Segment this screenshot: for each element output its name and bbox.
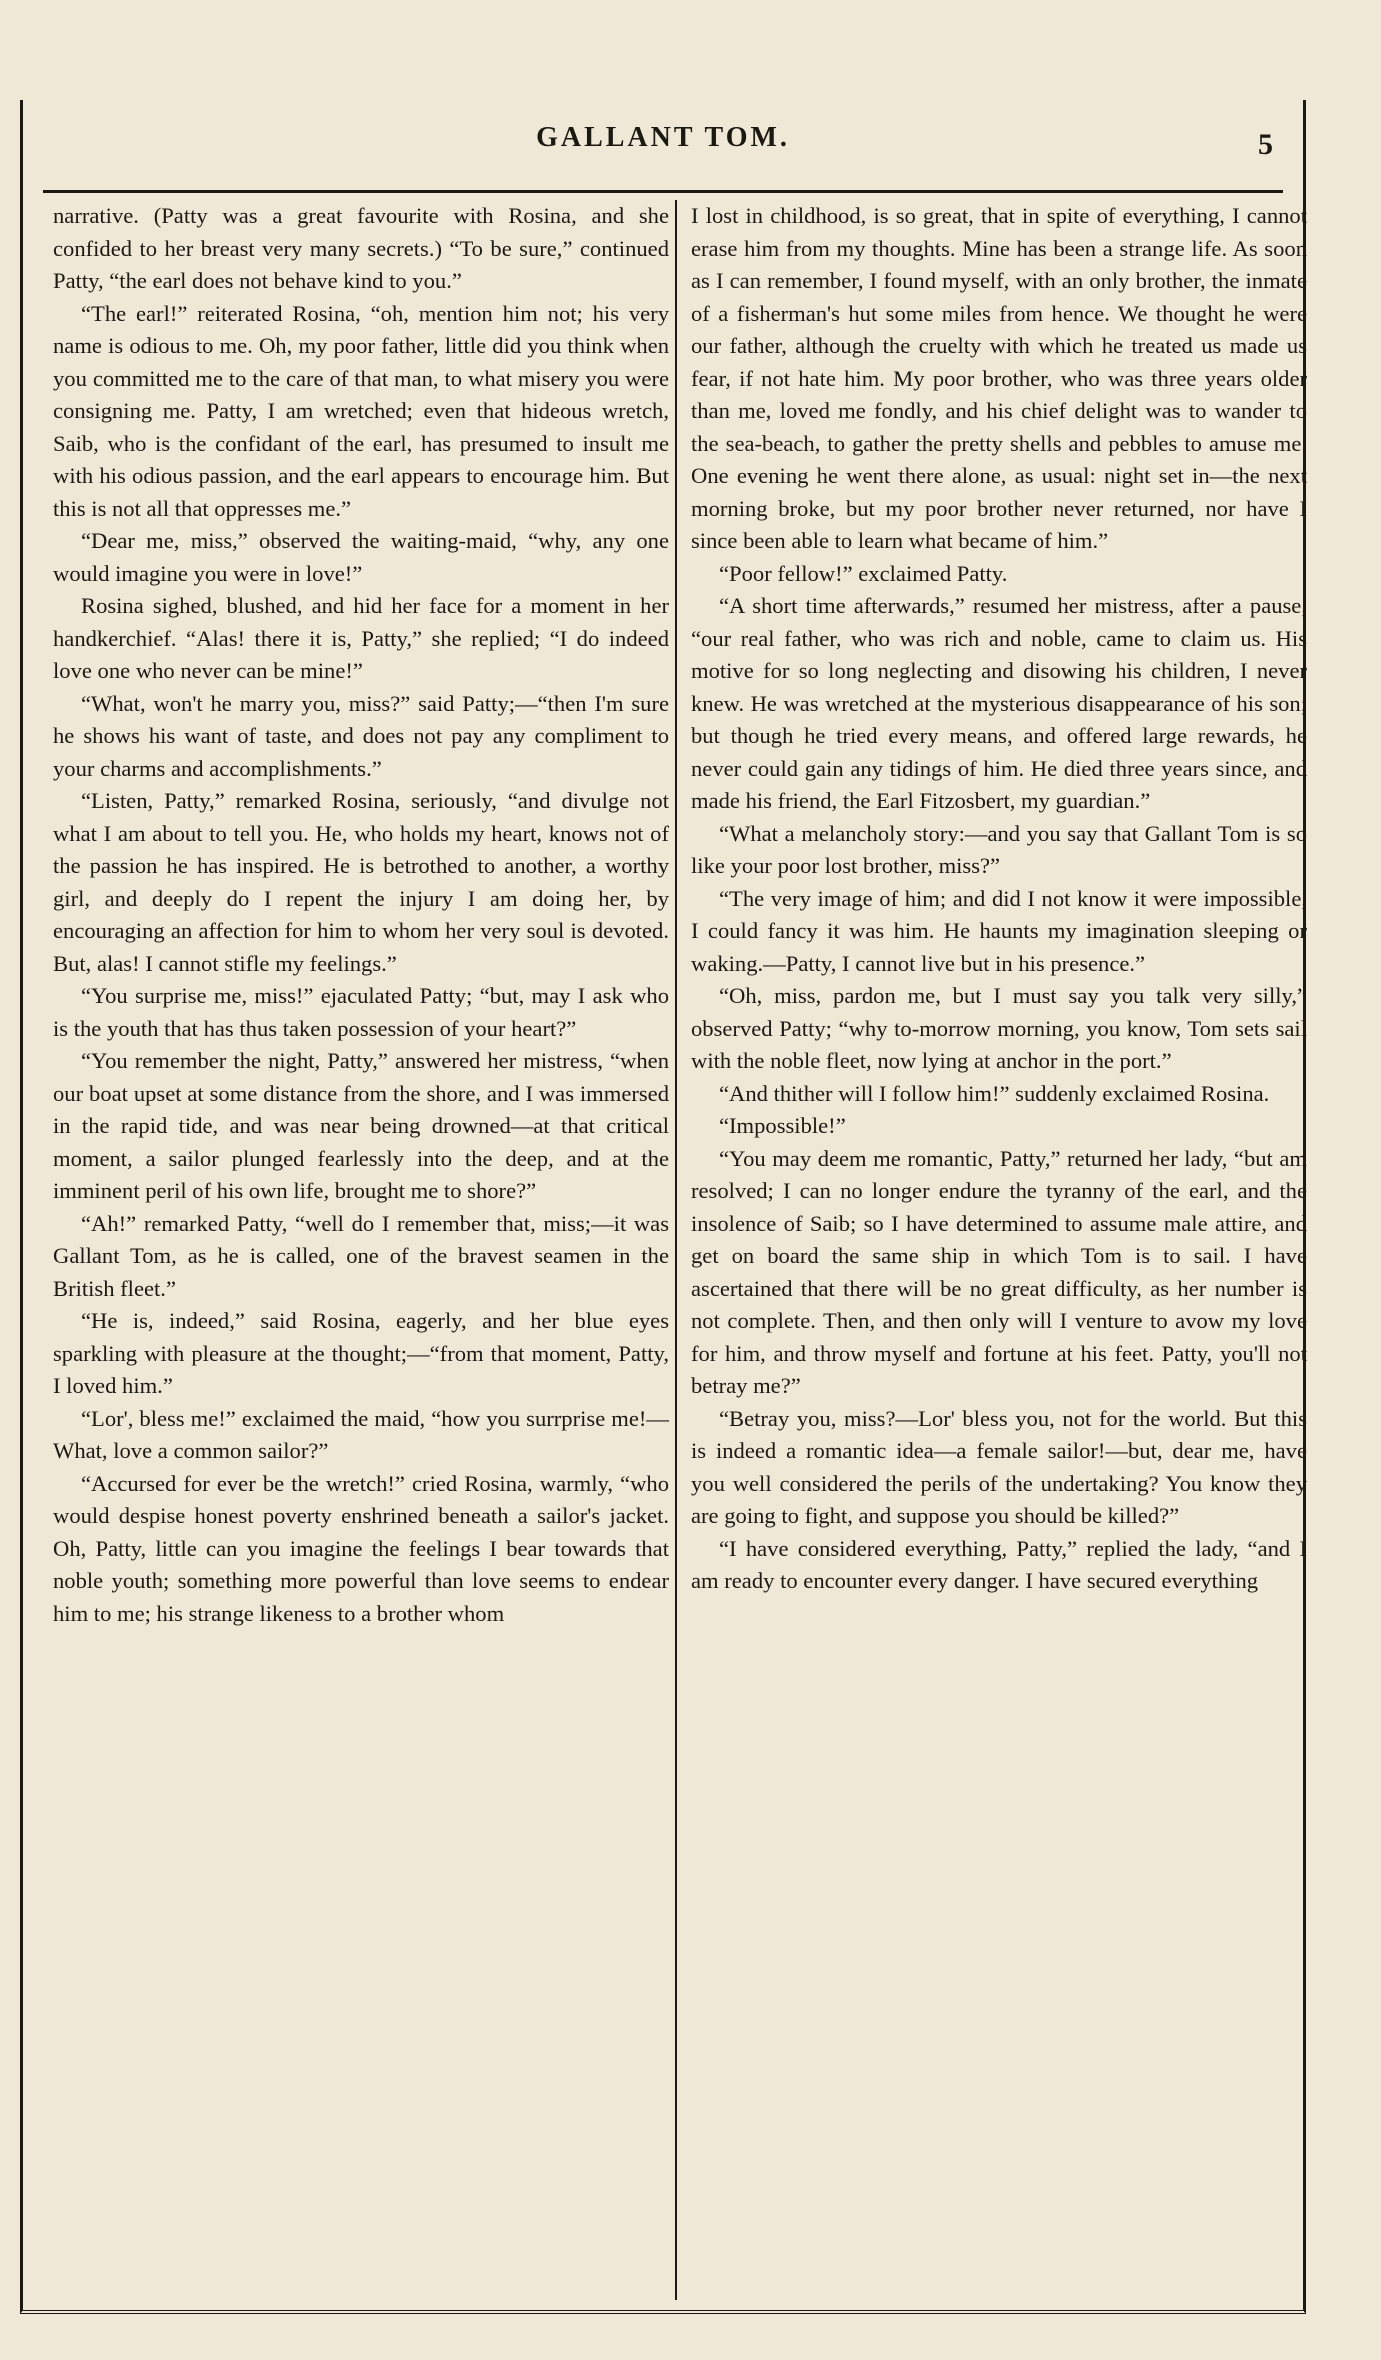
paragraph: “Dear me, miss,” observed the waiting-maid, “why, any one would imagine you were in love!” — [53, 528, 669, 586]
paragraph: “The earl!” reiterated Rosina, “oh, mention him not; his very name is odious to me. Oh, my poor father, little did you think when you committed me to the care of that man, to what misery you were consigning me. Patty, I am wretched; even that hideous wretch, Saib, who is the confidant of the earl, has presumed to insult me with his odious passion, and the earl appears to encourage him. But this is not all that oppresses me.” — [53, 300, 669, 521]
page-number: 5 — [1258, 128, 1273, 161]
paragraph: “I have considered everything, Patty,” replied the lady, “and I am ready to encounter every danger. I have secured everything — [691, 1535, 1307, 1593]
header-rule — [43, 190, 1283, 193]
paragraph: “Ah!” remarked Patty, “well do I remember that, miss;—it was Gallant Tom, as he is called, one of the bravest seamen in the British fleet.” — [53, 1210, 669, 1301]
right-column — [691, 200, 1307, 1598]
paragraph: “You surprise me, miss!” ejaculated Patty; “but, may I ask who is the youth that has thus taken possession of your heart?” — [53, 983, 669, 1041]
paragraph: “Listen, Patty,” remarked Rosina, seriously, “and divulge not what I am about to tell you. He, who holds my heart, knows not of the passion he has inspired. He is betrothed to another, a worthy girl, and deeply do I repent the injury I am doing her, by encouraging an affection for him to whom her very soul is devoted. But, alas! I cannot stifle my feelings.” — [53, 788, 669, 976]
paragraph: “You remember the night, Patty,” answered her mistress, “when our boat upset at some distance from the shore, and I was immersed in the rapid tide, and was near being drowned—at that critical moment, a sailor plunged fearlessly into the deep, and at the imminent peril of his own life, brought me to shore?” — [53, 1048, 669, 1203]
paragraph: Rosina sighed, blushed, and hid her face for a moment in her handkerchief. “Alas! there it is, Patty,” she replied; “I do indeed love one who never can be mine!” — [53, 593, 669, 683]
paragraph: “A short time afterwards,” resumed her mistress, after a pause, “our real father, who was rich and noble, came to claim us. His motive for so long neglecting and disowing his children, I never knew. He was wretched at the mysterious disappearance of his son; but though he tried every means, and offered large rewards, he never could gain any tidings of him. He died three years since, and made his friend, the Earl Fitzosbert, my guardian.” — [691, 593, 1307, 813]
paragraph: “And thither will I follow him!” suddenly exclaimed Rosina. — [719, 1080, 1270, 1106]
paragraph: “Accursed for ever be the wretch!” cried Rosina, warmly, “who would despise honest poverty enshrined beneath a sailor's jacket. Oh, Patty, little can you imagine the feelings I bear towards that noble youth; something more powerful than love seems to endear him to me; his strange likeness to a brother whom — [53, 1470, 669, 1626]
book-page — [20, 100, 1306, 2314]
paragraph: “The very image of him; and did I not know it were impossible, I could fancy it was him. He haunts my imagination sleeping or waking.—Patty, I cannot live but in his presence.” — [691, 885, 1307, 976]
paragraph: “What a melancholy story:—and you say that Gallant Tom is so like your poor lost brother, miss?” — [691, 820, 1307, 878]
left-column — [53, 200, 669, 1630]
paragraph: “He is, indeed,” said Rosina, eagerly, and her blue eyes sparkling with pleasure at the thought;—“from that moment, Patty, I loved him.” — [53, 1308, 669, 1398]
paragraph: “Lor', bless me!” exclaimed the maid, “how you surrprise me!—What, love a common sailor?” — [53, 1405, 669, 1463]
column-divider — [675, 200, 677, 2300]
paragraph: narrative. (Patty was a great favourite with Rosina, and she confided to her breast very many secrets.) “To be sure,” continued Patty, “the earl does not behave kind to you.” — [53, 203, 669, 293]
paragraph: I lost in childhood, is so great, that in spite of everything, I cannot erase him from my thoughts. Mine has been a strange life. As soon as I can remember, I found myself, with an only brother, the inmate of a fisherman's hut some miles from hence. We thought he were our father, although the cruelty with which he treated us made us fear, if not hate him. My poor brother, who was three years older than me, loved me fondly, and his chief delight was to wander to the sea-beach, to gather the pretty shells and pebbles to amuse me. One evening he went there alone, as usual: night set in—the next morning broke, but my poor brother never returned, nor have I since been able to learn what became of him.” — [691, 203, 1307, 553]
paragraph: “What, won't he marry you, miss?” said Patty;—“then I'm sure he shows his want of taste, and does not pay any compliment to your charms and accomplishments.” — [53, 690, 669, 781]
paragraph: “Poor fellow!” exclaimed Patty. — [719, 560, 1008, 586]
paragraph: “You may deem me romantic, Patty,” returned her lady, “but am resolved; I can no longer endure the tyranny of the earl, and the insolence of Saib; so I have determined to assume male attire, and get on board the same ship in which Tom is to sail. I have ascertained that there will be no great difficulty, as her number is not complete. Then, and then only will I venture to avow my love for him, and throw myself and fortune at his feet. Patty, you'll not betray me?” — [691, 1145, 1307, 1398]
running-header — [23, 122, 1303, 170]
paragraph: “Betray you, miss?—Lor' bless you, not for the world. But this is indeed a romantic idea—a female sailor!—but, dear me, have you well considered the perils of the undertaking? You know they are going to fight, and suppose you should be killed?” — [691, 1405, 1307, 1528]
running-title: GALLANT TOM. — [536, 122, 790, 153]
paragraph: “Impossible!” — [719, 1113, 846, 1138]
paragraph: “Oh, miss, pardon me, but I must say you talk very silly,” observed Patty; “why to-morrow morning, you know, Tom sets sail with the noble fleet, now lying at anchor in the port.” — [691, 983, 1307, 1073]
